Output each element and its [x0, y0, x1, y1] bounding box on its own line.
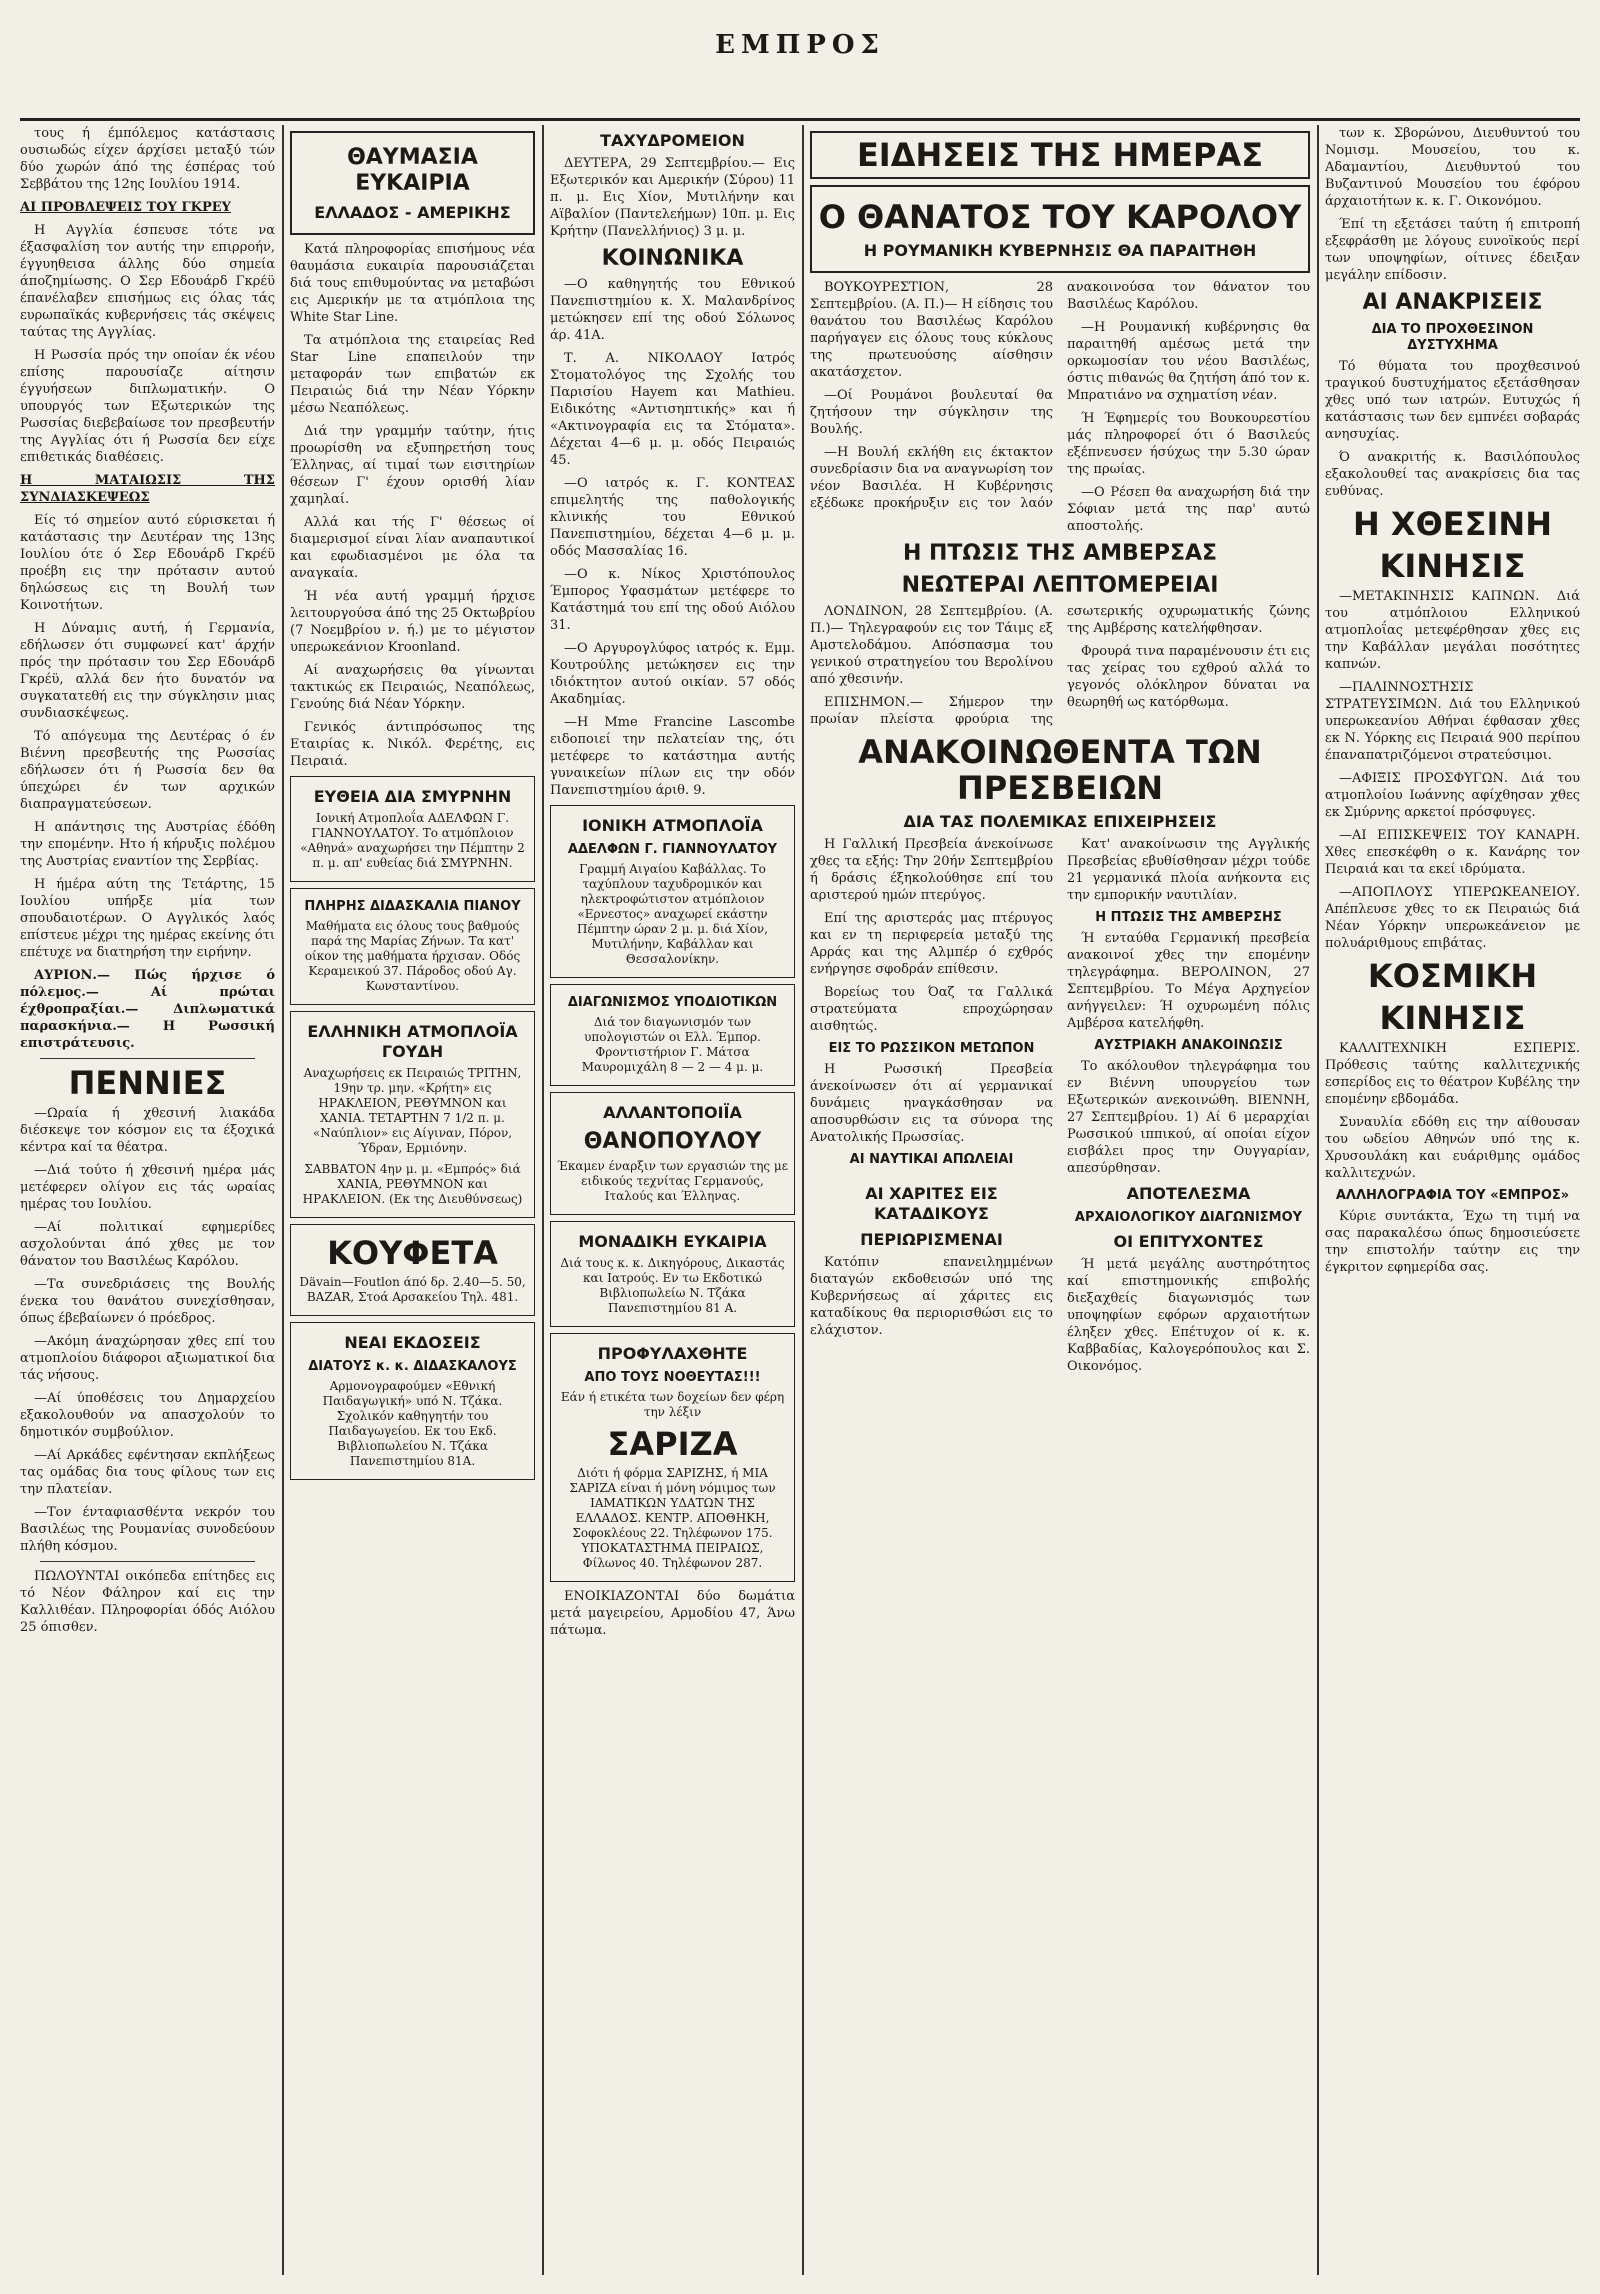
column-rule — [1317, 125, 1319, 2275]
paragraph: Η απάντησις της Αυστρίας έδόθη την επομένην. Ητο ή κήρυξις πολέμου της Αυστρίας εναντίον της Σερβίας. — [20, 820, 275, 869]
ad-text: Έκαμεν έναρξιν των εργασιών της με ειδικούς τεχνίτας Γερμανούς, Ιταλούς και Έλληνας. — [557, 1159, 788, 1203]
ad-title: ΝΕΑΙ ΕΚΔΟΣΕΙΣ — [344, 1333, 481, 1352]
article-body — [810, 836, 1310, 1178]
paragraph: Κύριε συντάκτα, Έχω τη τιμή να σας παρακαλέσω όπως δημοσιεύσετε την επιστολήν ταύτην εις την έγκριτον εφημερίδα σας. — [1325, 1209, 1580, 1275]
article-continuation: τους ή έμπόλεμος κατάστασις ουσιωδώς είχεν άρχίσει μεταξύ τών δύο χωρών άπό της έσπέρας τού Σεββάτου της 12ης Ιουλίου 1914. — [20, 126, 275, 192]
ad-title: ΙΟΝΙΚΗ ΑΤΜΟΠΛΟΪΑ — [582, 816, 763, 835]
paragraph: —Αί ύποθέσεις του Δημαρχείου εξακολουθούν να απασχολούν το δημοτικόν συμβούλιον. — [20, 1391, 275, 1440]
subheadline: ΑΡΧΑΙΟΛΟΓΙΚΟΥ ΔΙΑΓΩΝΙΣΜΟΥ — [1074, 1209, 1303, 1225]
headline: Η ΠΤΩΣΙΣ ΤΗΣ ΑΜΒΕΡΣΑΣ — [902, 541, 1218, 566]
divider — [40, 1058, 255, 1059]
article-body — [810, 603, 1310, 728]
classified-ad: ΠΩΛΟΥΝΤΑΙ οικόπεδα επίτηδες εις τό Νέον Φάληρον καί εις την Καλλιθέαν. Πληροφορίαι όδός Αιόλου 25 όπισθεν. — [20, 1569, 275, 1635]
paragraph: —Τα συνεδριάσεις της Βουλής ένεκα του θανάτου συνεχίσθησαν, όπως έβεβαίωνεν ό πρόεδρος. — [20, 1277, 275, 1326]
paragraph: Ό ανακριτής κ. Βασιλόπουλος εξακολουθεί τας ανακρίσεις δια τας ευθύνας. — [1325, 450, 1580, 499]
newspaper-name: ΕΜΠΡΟΣ — [715, 30, 885, 60]
subheadline: ΔΙΑ ΤΑΣ ΠΟΛΕΜΙΚΑΣ ΕΠΙΧΕΙΡΗΣΕΙΣ — [903, 812, 1217, 831]
paragraph: ΑΥΡΙΟΝ.— Πώς ήρχισε ό πόλεμος.— Αί πρώται έχθροπραξίαι.— Διπλωματικά παρασκήνια.— Η Ρωσσική επιστράτευσις. — [20, 968, 275, 1051]
paragraph: —Η Βουλή εκλήθη εις έκτακτον συνεδρίασιν δια να αναγνωρίση τον νέον Βασιλέα. Η Κυβέρνησις εξέδωκε προκήρυξιν εις τον λαόν ανακοινούσα τον θάνατον του Βασιλέως Καρόλου. — [810, 280, 1310, 511]
ad-text: Ιονική Ατμοπλοΐα ΑΔΕΛΦΩΝ Γ. ΓΙΑΝΝΟΥΛΑΤΟΥ. Το ατμόπλοιον «Αθηνά» αναχωρήσει την Πέμπτην 2 π. μ. απ' ευθείας διά ΣΜΥΡΝΗΝ. — [300, 811, 525, 870]
paragraph: Τα ατμόπλοια της εταιρείας Red Star Line επαπειλούν την μεταφοράν των επιβατών εκ Πειραιώς διά την Νέαν Υόρκην μέσω Νεαπόλεως. — [290, 333, 535, 416]
paragraph: Έπί τη εξετάσει ταύτη ή επιτροπή εξεφράσθη με λόγους ευνοϊκούς περί των υποψηφίων, οίτινες έδειξαν μεγάλην επίδοσιν. — [1325, 217, 1580, 283]
ad-text: Διά τον διαγωνισμόν των υπολογιστών οι Ελλ. Έμπορ. Φροντιστήριον Γ. Μάτσα Μαυρομιχάλη 8 — 2 — 4 μ. μ. — [581, 1015, 764, 1074]
ad-title: ΠΛΗΡΗΣ ΔΙΔΑΣΚΑΛΙΑ ΠΙΑΝΟΥ — [304, 899, 521, 914]
paragraph: Επί της αριστεράς μας πτέρυγος και εν τη περιφερεία μεταξύ της Αρράς και της Αλμπέρ ό εχθρός ενήργησε σφοδράν επίθεσιν. — [810, 911, 1053, 977]
ad-contest — [550, 984, 795, 1086]
subsection-heading: Η ΠΤΩΣΙΣ ΤΗΣ ΑΜΒΕΡΣΗΣ — [1095, 910, 1282, 925]
section-title: ΚΟΣΜΙΚΗ — [1367, 957, 1538, 995]
paragraph: —Αί πολιτικαί εφημερίδες ασχολούνται άπό χθες με τον θάνατον του Βασιλέως Καρόλου. — [20, 1220, 275, 1269]
ad-koufeta — [290, 1224, 535, 1316]
divider — [40, 1561, 255, 1562]
ad-title: ΘΑΥΜΑΣΙΑ ΕΥΚΑΙΡΙΑ — [347, 145, 478, 196]
headline: ΑΙ ΑΝΑΚΡΙΣΕΙΣ — [1362, 290, 1543, 315]
ad-smyrna — [290, 776, 535, 882]
headline-box — [810, 185, 1310, 273]
paragraph: Η Ρωσσική Πρεσβεία άνεκοίνωσεν ότι αί γερμανικαί δυνάμεις ηναγκάσθησαν να αποσυρθώσιν εις τα σύνορα της Ανατολικής Πρωσσίας. — [810, 1062, 1053, 1145]
paragraph: ΔΕΥΤΕΡΑ, 29 Σεπτεμβρίου.— Εις Εξωτερικόν και Αμερικήν (Σύρου) 11 π. μ. Εις Χίον, Μυτιλήνην και Αϊβαλίον (Παντελεήμων) 10π. μ. Εις Κρήτην (Πανελλήνιος) 3 μ. μ. — [550, 156, 795, 239]
column-rule — [282, 125, 284, 2275]
ad-sausage — [550, 1092, 795, 1215]
paragraph: Αί αναχωρήσεις θα γίνωνται τακτικώς εκ Πειραιώς, Νεαπόλεως, Γενούης διά Νέαν Υόρκην. — [290, 663, 535, 712]
paragraph: —ΑΦΙΞΙΣ ΠΡΟΣΦΥΓΩΝ. Διά του ατμοπλοίου Ιωάννης αφίχθησαν χθες εκ Σμύρνης αρκετοί πρόσφυγες. — [1325, 771, 1580, 820]
ad-sariza — [550, 1333, 795, 1582]
section-heading: ΑΙ ΠΡΟΒΛΕΨΕΙΣ ΤΟΥ ΓΚΡΕΥ — [20, 200, 231, 215]
ad-piano — [290, 888, 535, 1005]
section-heading: Η ΜΑΤΑΙΩΣΙΣ ΤΗΣ ΣΥΝΔΙΑΣΚΕΨΕΩΣ — [20, 473, 275, 505]
paragraph: Γενικός άντιπρόσωπος της Εταιρίας κ. Νικόλ. Φερέτης, εις Πειραιά. — [290, 720, 535, 769]
section-title-social: ΚΟΙΝΩΝΙΚΑ — [601, 246, 744, 271]
paragraph: —Αί Αρκάδες εφέντησαν εκπλήξεως τας ομάδας δια τους φίλους των εις την πλατείαν. — [20, 1448, 275, 1497]
paragraph: Διά την γραμμήν ταύτην, ήτις προωρίσθη να εξυπηρετήση τους Έλληνας, αί τιμαί των εισιτηρίων θέσεων Γ' έχουν ορισθή λίαν χαμηλαί. — [290, 424, 535, 507]
section-title-news: ΕΙΔΗΣΕΙΣ ΤΗΣ ΗΜΕΡΑΣ — [810, 131, 1310, 179]
paragraph: Ή μετά μεγάλης αυστηρότητος καί επιστημονικής επιβολής διεξαχθείς διαγωνισμός των υποψηφίων εφόρων αρχαιοτήτων έληξεν χθες. Επέτυχον οί κ. κ. Καββαδίας, Καλογερόπουλος και Σ. Οικονόμος. — [1067, 1256, 1310, 1374]
paragraph: Ή ενταύθα Γερμανική πρεσβεία ανακοινοί χθες την επομένην τηλεγράφημα. ΒΕΡΟΛΙΝΟΝ, 27 Σεπτεμβρίου. Το Μέγα Αρχηγείον ανήγγειλεν: Ή οχυρωμένη πόλις Αμβέρσα κατελήφθη. — [1067, 931, 1310, 1031]
bottom-stories — [810, 1178, 1310, 1381]
ad-subtitle: ΘΑΝΟΠΟΥΛΟΥ — [583, 1129, 762, 1154]
paragraph: —ΜΕΤΑΚΙΝΗΣΙΣ ΚΑΠΝΩΝ. Διά του ατμόπλοιου Ελληνικού ατμοπλοΐας μετεφέρθησαν χθες εις την Καβάλλαν μεγάλαι ποσότητες καπνών. — [1325, 589, 1580, 672]
section-title: ΚΙΝΗΣΙΣ — [1379, 547, 1526, 585]
subheadline: ΟΙ ΕΠΙΤΥΧΟΝΤΕΣ — [1113, 1231, 1264, 1251]
ad-text: Εάν ή ετικέτα των δοχείων δεν φέρη την λέξιν — [560, 1390, 785, 1419]
paragraph: —Οί Ρουμάνοι βουλευταί θα ζητήσουν την σύγκλησιν της Βουλής. — [810, 388, 1053, 437]
section-title: Η ΧΘΕΣΙΝΗ — [1353, 505, 1552, 543]
column-1 — [20, 125, 275, 2275]
subsection-heading: ΑΙ ΝΑΥΤΙΚΑΙ ΑΠΩΛΕΙΑΙ — [849, 1152, 1014, 1167]
paragraph: Βορείως του Όαζ τα Γαλλικά στρατεύματα επροχώρησαν αισθητώς. — [810, 985, 1053, 1034]
paragraph: Η Ρωσσία πρός την οποίαν έκ νέου επίσης παρουσίαζε αίτησιν έγγυήσεων διπλωματικήν. Ο υπουργός των Εξωτερικών της Ρωσσίας διεβεβαίωσε τον πρεσβευτήν της Αγγλίας ότι ή Ρωσσία δεν είχε επιθετικάς διαθέσεις. — [20, 348, 275, 465]
ad-text: Διά τους κ. κ. Δικηγόρους, Δικαστάς και Ιατρούς. Εν τω Εκδοτικώ Βιβλιοπωλείω Ν. Τζάκα Πανεπιστημίου 81 Α. — [560, 1256, 785, 1315]
column-4 — [810, 125, 1310, 2275]
paragraph: Κατόπιν επανειλημμένων διαταγών εκδοθεισών υπό της Κυβερνήσεως αί χάριτες εις καταδίκους θα περιορισθώσι εις το ελάχιστον. — [810, 1254, 1053, 1338]
headline: ΑΝΑΚΟΙΝΩΘΕΝΤΑ ΤΩΝ ΠΡΕΣΒΕΙΩΝ — [858, 733, 1262, 807]
ad-text: Γραμμή Αιγαίου Καβάλλας. Το ταχύπλουν ταχυδρομικόν και ηλεκτροφώτιστον ατμόπλοιον «Ερνεστος» αναχωρεί εκάστην Πέμπτην ώραν 2 μ. μ. διά Χίον, Μυτιλήνην, Καβάλλαν και Θεσσαλονίκην. — [576, 862, 769, 966]
paragraph: Το ακόλουθον τηλεγράφημα του εν Βιέννη υπουργείου των Εξωτερικών ανεκοινώθη. ΒΙΕΝΝΗ, 27 Σεπτεμβρίου. 1) Αί 6 μεραρχίαι Ρωσσικού ιππικού, αί οποίαι είχον εισβάλει προς την Ουγγαρίαν, απεσύρθησαν. — [1067, 1059, 1310, 1176]
paragraph: Είς τό σημείον αυτό εύρισκεται ή κατάστασις την Δευτέραν της 13ης Ιουλίου ότε ό Σερ Εδουάρδ Γκρέϋ προέβη εις την πρότασιν αυτού δηλώσεως εις τη Βουλή των Κοινοτήτων. — [20, 513, 275, 613]
paragraph: Τό απόγευμα της Δευτέρας ό έν Βιέννη πρεσβευτής της Ρωσσίας εδήλωσεν ότι ή Ρωσσία δεν θα ύπεχώρει έν των αρχικών διαπραγματεύσεων. — [20, 729, 275, 812]
column-rule — [802, 125, 804, 2275]
paragraph: Η Δύναμις αυτή, ή Γερμανία, εδήλωσεν ότι συμφωνεί κατ' άρχήν πρός την πρότασιν του Σερ Εδουάρδ Γκρέϋ, αλλά δεν ήτο δυνατόν να συγκατατεθή εις την σύγκλησιν μιας συνδιασκέψεως. — [20, 621, 275, 721]
paragraph: —Ο κ. Νίκος Χριστόπουλος Έμπορος Υφασμάτων μετέφερε το Κατάστημά του επί της οδού Αιόλου 31. — [550, 567, 795, 633]
ad-unique-chance — [550, 1221, 795, 1327]
ad-text: Αρμονογραφούμεν «Εθνική Παιδαγωγική» υπό Ν. Τζάκα. Σχολικόν καθηγητήν του Παιδαγωγείου. Εκ του Εκδ. Βιβλιοπωλείου Ν. Τζάκα Πανεπιστημίου 81Α. — [322, 1379, 503, 1468]
subheadline: ΠΕΡΙΩΡΙΣΜΕΝΑΙ — [860, 1229, 1003, 1249]
article-body — [810, 279, 1310, 535]
ad-title: ΜΟΝΑΔΙΚΗ ΕΥΚΑΙΡΙΑ — [578, 1232, 767, 1251]
paragraph: Φρουρά τινα παραμένουσιν έτι εις τας χείρας του εχθρού αλλά το γεγονός ολόκληρον δύναται να θεωρηθή ως κατόρθωμα. — [1067, 644, 1310, 710]
paragraph: —Ο Αργυρογλύφος ιατρός κ. Εμμ. Κουτρούλης μετώκησεν εις την ιδιόκτητον αυτού οικίαν. 57 οδός Ακαδημίας. — [550, 641, 795, 707]
headline: Ο ΘΑΝΑΤΟΣ ΤΟΥ ΚΑΡΟΛΟΥ — [818, 198, 1302, 236]
paragraph: ΛΟΝΔΙΝΟΝ, 28 Σεπτεμβρίου. (Α. Π.)— Τηλεγραφούν εις τον Τάιμς εξ Αμστελοδάμου. Απόσπασμα του γενικού στρατηγείου του Βερολίνου από χθεσινήν. — [810, 604, 1053, 687]
paragraph: —Η Mme Francine Lascombe ειδοποιεί την πελατείαν της, ότι μετέφερε το κατάστημα αυτής γυναικείων πίλων εις την οδόν Πανεπιστημίου άριθ. 9. — [550, 715, 795, 798]
column-5 — [1325, 125, 1580, 2275]
paragraph: ΕΠΙΣΗΜΟΝ.— Σήμερον την πρωίαν πλείστα φρούρια της εσωτερικής οχυρωματικής ζώνης της Αμβέρσης κατελήφθησαν. — [810, 604, 1310, 727]
ad-text: Αναχωρήσεις εκ Πειραιώς ΤΡΙΤΗΝ, 19ην τρ. μην. «Κρήτη» εις ΗΡΑΚΛΕΙΟΝ, ΡΕΘΥΜΝΟΝ και ΧΑΝΙΑ. ΤΕΤΑΡΤΗΝ 7 1/2 π. μ. «Ναύπλιον» εις Αίγιναν, Πόρον, Ύδραν, Ερμιόνην. — [303, 1066, 522, 1155]
ad-goudi-shipping — [290, 1011, 535, 1218]
paragraph: των κ. Σβορώνου, Διευθυντού του Νομισμ. Μουσείου, του κ. Αδαμαντίου, Διευθυντού του Βυζαντινού Μουσείου του έφόρου άρχαιοτήτων κ. κ. Γ. Οικονόμου. — [1325, 126, 1580, 209]
story-pardons — [810, 1178, 1053, 1381]
paragraph: ΒΟΥΚΟΥΡΕΣΤΙΟΝ, 28 Σεπτεμβρίου. (Α. Π.)— Η είδησις του θανάτου του Βασιλέως Καρόλου παρήγαγεν εις όλους τους κύκλους της πρωτευούσης αίσθησιν ακατάσχετον. — [810, 280, 1053, 380]
paragraph: —Ακόμη άναχώρησαν χθες επί του ατμοπλοίου διάφοροι αξιωματικοί δια τάς νήσους. — [20, 1334, 275, 1383]
ad-title: ΕΛΛΗΝΙΚΗ ΑΤΜΟΠΛΟΪΑ ΓΟΥΔΗ — [307, 1022, 518, 1061]
classified-ad: ΕΝΟΙΚΙΑΖΟΝΤΑΙ δύο δωμάτια μετά μαγειρείου, Αρμοδίου 47, Άνω πάτωμα. — [550, 1589, 795, 1638]
ad-title: ΔΙΑΓΩΝΙΣΜΟΣ ΥΠΟΔΙΟΤΙΚΩΝ — [567, 995, 778, 1010]
paragraph: Τό θύματα του προχθεσινού τραγικού δυστυχήματος εξετάσθησαν χθες υπό των ιατρών. Ευτυχώς ή κατάστασις των δεν εμπνέει σοβαράς ανησυχίας. — [1325, 359, 1580, 442]
ad-box — [290, 131, 535, 235]
ad-text: Dävain—Foutlon άπό δρ. 2.40—5. 50, BAZAR, Στοά Αρσακείου Τηλ. 481. — [299, 1275, 526, 1304]
ad-subtitle: ΑΔΕΛΦΩΝ Γ. ΓΙΑΝΝΟΥΛΑΤΟΥ — [567, 842, 778, 857]
section-title-post: ΤΑΧΥΔΡΟΜΕΙΟΝ — [600, 131, 745, 150]
ad-subtitle: ΑΠΟ ΤΟΥΣ ΝΟΘΕΥΤΑΣ!!! — [584, 1370, 761, 1385]
paragraph: —Ο ιατρός κ. Γ. ΚΟΝΤΕΑΣ επιμελητής της παθολογικής κλινικής του Εθνικού Πανεπιστημίου, δέχεται 4—6 μ. μ. οδός Μασσαλίας 16. — [550, 476, 795, 559]
subsection-heading: ΑΛΛΗΛΟΓΡΑΦΙΑ ΤΟΥ «ΕΜΠΡΟΣ» — [1335, 1188, 1570, 1203]
paragraph: Κατ' ανακοίνωσιν της Αγγλικής Πρεσβείας εβυθίσθησαν μέχρι τούδε 21 γερμανικά πλοία ανήκοντα εις την εμπορικήν ναυτιλίαν. — [1067, 837, 1310, 903]
paragraph: Αλλά και τής Γ' θέσεως οί διαμερισμοί είναι λίαν αναπαυτικοί και εφωδιασμένοι με όλα τα αναγκαία. — [290, 515, 535, 581]
paragraph: ΚΑΛΛΙΤΕΧΝΙΚΗ ΕΣΠΕΡΙΣ. Πρόθεσις ταύτης καλλιτεχνικής εσπερίδος εις το θέατρον Κυβέλης την επομένην εβδομάδα. — [1325, 1041, 1580, 1107]
story-archaeology — [1067, 1178, 1310, 1381]
ad-subtitle: ΔΙΑΤΟΥΣ κ. κ. ΔΙΔΑΣΚΑΛΟΥΣ — [308, 1359, 517, 1374]
paragraph: Ή νέα αυτή γραμμή ήρχισε λειτουργούσα άπό της 25 Οκτωβρίου (7 Νοεμβρίου ν. ή.) με το μέγιστον υπερωκεάνιον Kroonland. — [290, 589, 535, 655]
section-title-pennies: ΠΕΝΝΙΕΣ — [68, 1064, 227, 1102]
ad-new-editions — [290, 1322, 535, 1480]
paragraph: —Ο Ρέσεπ θα αναχωρήση διά την Σόφιαν μετά της παρ' αυτώ αποστολής. — [1067, 485, 1310, 534]
paragraph: Συναυλία εδόθη εις την αίθουσαν του ωδείου Αθηνών υπό της κ. Χρυσουλάκη και ευάριθμης ομάδος καλλιτεχνών. — [1325, 1115, 1580, 1181]
paragraph: Η ήμέρα αύτη της Τετάρτης, 15 Ιουλίου υπήρξε μία των σπουδαιοτέρων. Ο Αγγλικός λαός επίστευε μέχρι της ημέρας εκείνης ότι επέτυχε να διατηρήση την ειρήνην. — [20, 877, 275, 960]
ad-title: ΑΛΛΑΝΤΟΠΟΙΪΑ — [603, 1103, 742, 1122]
subheadline: ΝΕΩΤΕΡΑΙ ΛΕΠΤΟΜΕΡΕΙΑΙ — [901, 573, 1219, 598]
paragraph: Ή Έφημερίς του Βουκουρεστίου μάς πληροφορεί ότι ό Βασιλεύς εξέπνευσεν ήσύχως την 5.30 ώραν της πρωίας. — [1067, 411, 1310, 477]
column-3 — [550, 125, 795, 2275]
ad-text: Διότι ή φόρμα ΣΑΡΙΖΗΣ, ή ΜΙΑ ΣΑΡΙΖΑ είναι ή μόνη νόμιμος των ΙΑΜΑΤΙΚΩΝ ΥΔΑΤΩΝ ΤΗΣ ΕΛΛΑΔΟΣ. ΚΕΝΤΡ. ΑΠΟΘΗΚΗ, Σοφοκλέους 22. Τηλέφωνον 175. ΥΠΟΚΑΤΑΣΤΗΜΑ ΠΕΙΡΑΙΩΣ, Φίλωνος 40. Τηλέφωνον 287. — [569, 1466, 776, 1570]
subsection-heading: ΕΙΣ ΤΟ ΡΩΣΣΙΚΟΝ ΜΕΤΩΠΟΝ — [828, 1041, 1035, 1056]
paragraph: Τ. Α. ΝΙΚΟΛΑΟΥ Ιατρός Στοματολόγος της Σχολής του Παρισίου Hayem και Mathieu. Ειδικότης «Αντισηπτικής» και ή «Ακτινογραφία εις τα Στόματα». Δέχεται 4—6 μ. μ. οδός Πειραιώς 45. — [550, 351, 795, 468]
paragraph: Κατά πληροφορίας επισήμους νέα θαυμάσια ευκαιρία παρουσιάζεται διά τους επιθυμούντας να μεταβώσι εις Αμερικήν με τα ατμόπλοια της White Star Line. — [290, 242, 535, 325]
headline: ΑΠΟΤΕΛΕΣΜΑ — [1126, 1183, 1251, 1203]
ad-title: ΕΥΘΕΙΑ ΔΙΑ ΣΜΥΡΝΗΝ — [313, 787, 512, 806]
column-2 — [290, 125, 535, 2275]
paragraph: —ΑΠΟΠΛΟΥΣ ΥΠΕΡΩΚΕΑΝΕΙΟΥ. Απέπλευσε χθες το εκ Πειραιώς διά Νέαν Υόρκην υπερωκεάνειον με πολυάριθμους επιβάτας. — [1325, 885, 1580, 951]
ad-ionian-shipping — [550, 805, 795, 978]
headline: ΑΙ ΧΑΡΙΤΕΣ ΕΙΣ ΚΑΤΑΔΙΚΟΥΣ — [865, 1183, 998, 1223]
masthead — [0, 0, 1600, 120]
column-rule — [542, 125, 544, 2275]
ad-subtitle: ΕΛΛΑΔΟΣ - ΑΜΕΡΙΚΗΣ — [314, 203, 511, 222]
ad-title: ΠΡΟΦΥΛΑΧΘΗΤΕ — [597, 1344, 748, 1363]
subheadline: Η ΡΟΥΜΑΝΙΚΗ ΚΥΒΕΡΝΗΣΙΣ ΘΑ ΠΑΡΑΙΤΗΘΗ — [863, 241, 1257, 260]
paragraph: —Διά τούτο ή χθεσινή ημέρα μάς μετέφερεν ολίγον εις τάς ωραίας ημέρας του Ιουλίου. — [20, 1163, 275, 1212]
paragraph: —ΠΑΛΙΝΝΟΣΤΗΣΙΣ ΣΤΡΑΤΕΥΣΙΜΩΝ. Διά του Ελληνικού υπερωκεανίου Αθήναι έφθασαν χθες εκ Ν. Υόρκης εις Πειραιά 900 περίπου έπαναπατριζόμενοι στρατεύσιμοι. — [1325, 680, 1580, 763]
section-title: ΚΙΝΗΣΙΣ — [1379, 999, 1526, 1037]
ad-text: Μαθήματα εις όλους τους βαθμούς παρά της Μαρίας Ζήνων. Τα κατ' οίκον της μαθήματα ήρχισαν. Οδός Κεραμεικού 37. Πάροδος οδού Αγ. Κωνσταντίνου. — [304, 919, 521, 993]
subsection-heading: ΑΥΣΤΡΙΑΚΗ ΑΝΑΚΟΙΝΩΣΙΣ — [1094, 1038, 1283, 1053]
paragraph: Η Αγγλία έσπευσε τότε να έξασφαλίση τον αυτής την επιρροήν, έγγυηθεισα άλλης δύο σημεία άποζημίωσης. Ο Σερ Εδουάρδ Γκρέϋ έπανέλαβεν επισήμως εις όλας τάς ευρωπαϊκάς κυβερνήσεις τάς σκέψεις ταύτας της Αγγλίας. — [20, 223, 275, 340]
ad-title: ΚΟΥΦΕΤΑ — [327, 1234, 498, 1272]
masthead-rule — [20, 118, 1580, 121]
paragraph: —Η Ρουμανική κυβέρνησις θα παραιτηθή αμέσως μετά την ορκωμοσίαν του νέου Βασιλέως, όστις πιθανώς θα ζητήση άπό τον κ. Μπρατιάνο να σχηματίση νέαν. — [1067, 320, 1310, 403]
ad-brand: ΣΑΡΙΖΑ — [607, 1425, 738, 1463]
subheadline: ΔΙΑ ΤΟ ΠΡΟΧΘΕΣΙΝΟΝ ΔΥΣΤΥΧΗΜΑ — [1371, 322, 1534, 353]
paragraph: —Ο καθηγητής του Εθνικού Πανεπιστημίου κ. Χ. Μαλανδρίνος μετώκησεν επί της οδού Σόλωνος άρ. 41Α. — [550, 277, 795, 343]
paragraph: —ΑΙ ΕΠΙΣΚΕΨΕΙΣ ΤΟΥ ΚΑΝΑΡΗ. Χθες επεσκέφθη ο κ. Κανάρης τον Πειραιά και τα εκεί ιδρύματα. — [1325, 828, 1580, 877]
paragraph: —Ωραία ή χθεσινή λιακάδα διέσκεψε τον κόσμον εις τα έξοχικά κέντρα καί τα θέατρα. — [20, 1106, 275, 1155]
ad-text: ΣΑΒΒΑΤΟΝ 4ην μ. μ. «Εμπρός» διά ΧΑΝΙΑ, ΡΕΘΥΜΝΟΝ και ΗΡΑΚΛΕΙΟΝ. (Εκ της Διευθύνσεως) — [302, 1162, 523, 1206]
paragraph: Η Γαλλική Πρεσβεία άνεκοίνωσε χθες τα εξής: Την 20ήν Σεπτεμβρίου ή δράσις έξηκολούθησε επί του αριστερού ημών πτερύγος. — [810, 837, 1053, 903]
paragraph: —Τον ένταφιασθέντα νεκρόν του Βασιλέως της Ρουμανίας συνοδεύουν πλήθη κόσμου. — [20, 1505, 275, 1554]
